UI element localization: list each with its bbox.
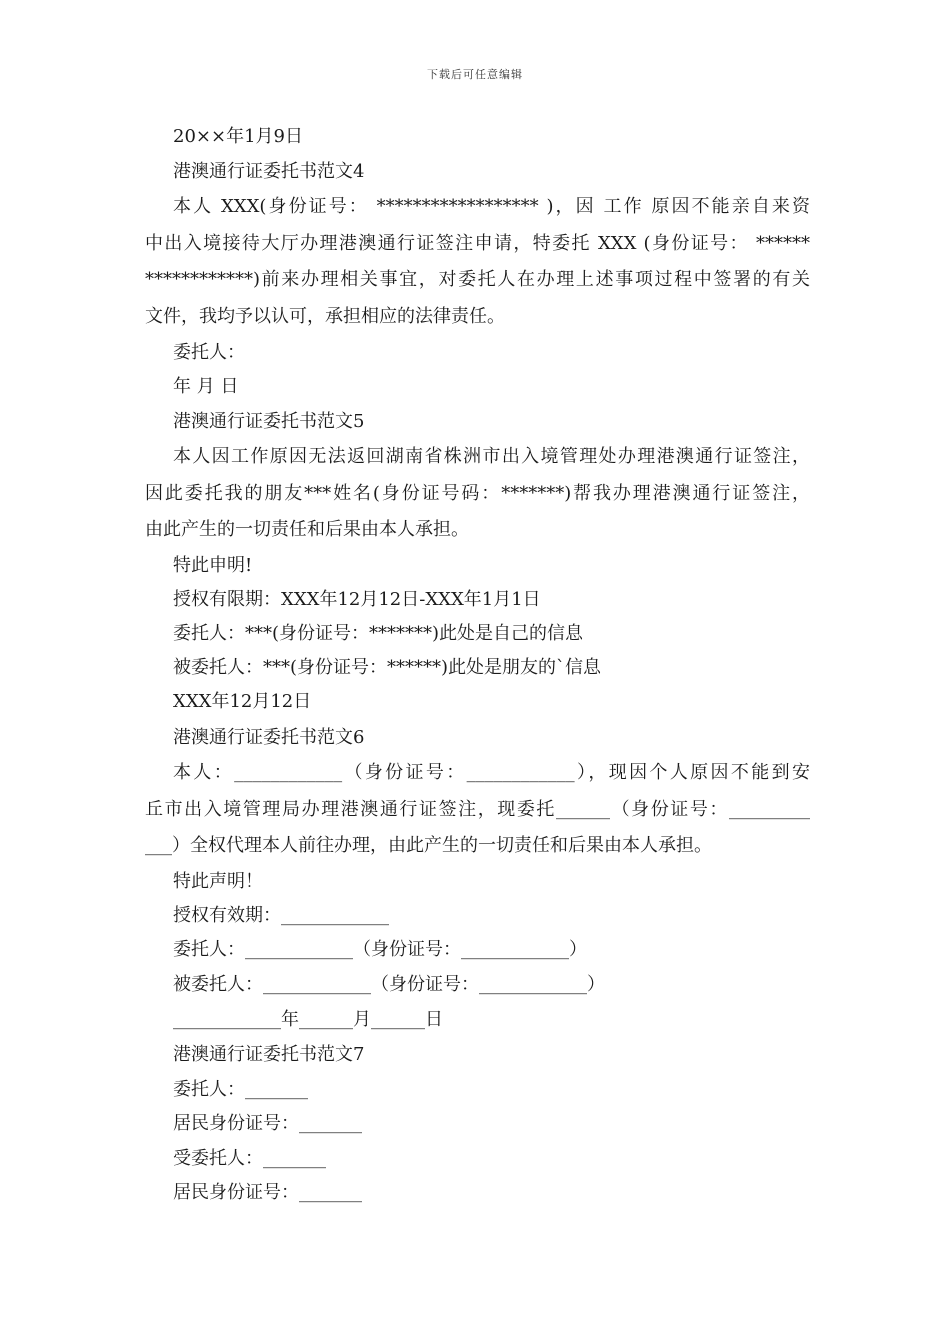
page-header-note: 下载后可任意编辑 (427, 68, 523, 81)
date-placeholder: 年 月 日 (173, 376, 239, 397)
paragraph-line: 由此产生的一切责任和后果由本人承担。 (145, 519, 469, 540)
agent-field: 受委托人：_______ (173, 1148, 326, 1169)
declaration-line: 特此声明！ (173, 871, 263, 892)
paragraph-line: 本人因工作原因无法返回湖南省株洲市出入境管理处办理港澳通行证签注， (173, 446, 810, 467)
paragraph-line: 文件，我均予以认可，承担相应的法律责任。 (145, 306, 505, 327)
agent-line: 被委托人：***(身份证号：******)此处是朋友的`信息 (173, 657, 602, 678)
signer-label: 委托人： (173, 342, 245, 363)
declaration-line: 特此申明! (173, 555, 253, 576)
id-number-field: 居民身份证号：_______ (173, 1182, 362, 1203)
section-title-7: 港澳通行证委托书范文7 (173, 1044, 365, 1065)
section-title-5: 港澳通行证委托书范文5 (173, 411, 365, 432)
id-number-field: 居民身份证号：_______ (173, 1113, 362, 1134)
authorization-period: 授权有限期：XXX年12月12日-XXX年1月1日 (173, 589, 541, 610)
principal-line: 委托人：***(身份证号：*******)此处是自己的信息 (173, 623, 584, 644)
agent-field: 被委托人：____________（身份证号：____________） (173, 974, 605, 995)
date-line: XXX年12月12日 (173, 691, 312, 712)
principal-field: 委托人：____________（身份证号：____________） (173, 939, 587, 960)
validity-period-field: 授权有效期：____________ (173, 905, 389, 926)
paragraph-line: 因此委托我的朋友***姓名(身份证号码：*******)帮我办理港澳通行证签注， (145, 483, 810, 504)
paragraph-line: ************)前来办理相关事宜，对委托人在办理上述事项过程中签署的有关 (145, 269, 810, 290)
paragraph-line: ___）全权代理本人前往办理，由此产生的一切责任和后果由本人承担。 (145, 835, 712, 856)
principal-field: 委托人：_______ (173, 1079, 308, 1100)
paragraph-line: 本人：____________（身份证号：____________），现因个人原因不能到安 (173, 762, 810, 783)
paragraph-line: 本人 XXX(身份证号： ****************** )，因 工作 原因不能亲自来资 (173, 196, 810, 217)
paragraph-line: 丘市出入境管理局办理港澳通行证签注，现委托______（身份证号：_________ (145, 799, 810, 820)
section-title-6: 港澳通行证委托书范文6 (173, 727, 365, 748)
date-field: ____________年______月______日 (173, 1009, 443, 1030)
paragraph-line: 中出入境接待大厅办理港澳通行证签注申请，特委托 XXX (身份证号： ****** (145, 233, 810, 254)
section-title-4: 港澳通行证委托书范文4 (173, 161, 365, 182)
date-line: 20××年1月9日 (173, 126, 303, 147)
